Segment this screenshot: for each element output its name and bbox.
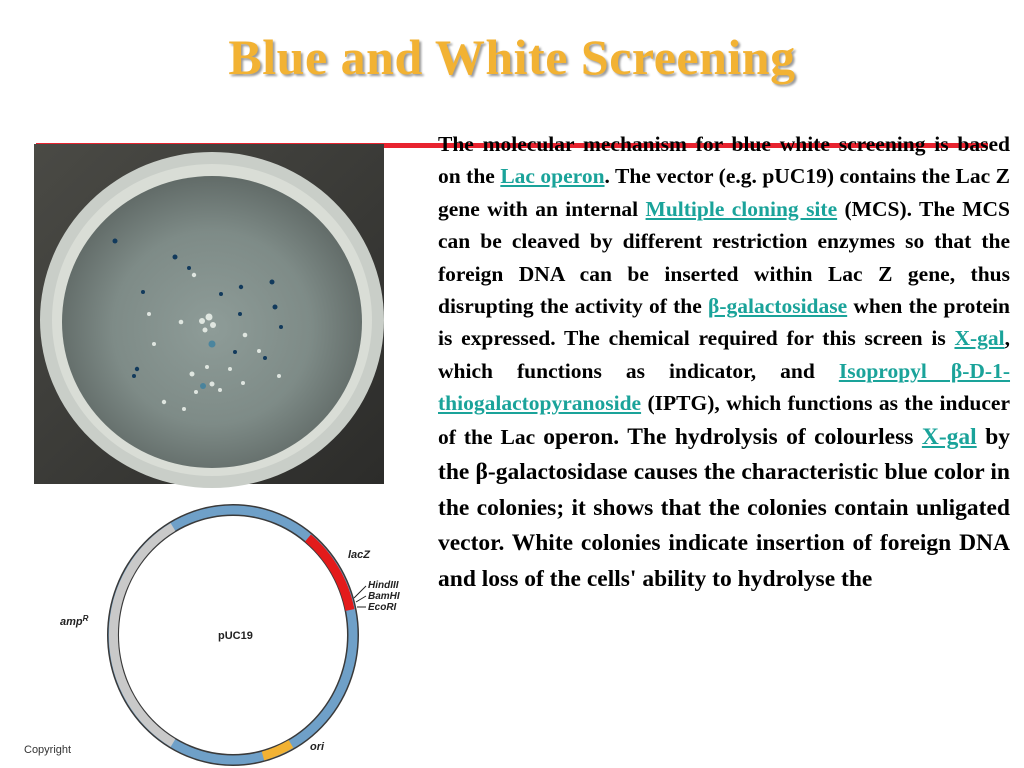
link-lac-operon[interactable]: Lac operon xyxy=(500,164,605,189)
petri-dish-image xyxy=(34,144,384,484)
ampr-label: amp$^R$ xyxy=(60,613,89,628)
text-segment: . The vector (e.g. pUC19) contains the Lac Z gene with an internal xyxy=(438,164,1010,221)
ampr-segment xyxy=(113,527,173,743)
text-segment: when the protein is expressed. The chemical required for this screen is xyxy=(438,294,1011,351)
hindiii-label: HindIII xyxy=(368,580,399,591)
slide-title: Blue and White Screening xyxy=(228,29,796,85)
ecori-label: EcoRI xyxy=(368,602,397,613)
text-segment: (IPTG), which functions as the inducer of the Lac xyxy=(438,391,1010,449)
copyright-notice: Copyright xyxy=(24,744,72,756)
text-segment: The molecular mechanism for blue white screening is based on the xyxy=(438,132,1010,189)
link-iptg[interactable]: Isopropyl β-D-1-thiogalactopyranoside xyxy=(438,358,1011,416)
agar-surface xyxy=(62,176,362,468)
plasmid-diagram xyxy=(58,500,418,762)
lacz-label: lacZ xyxy=(348,549,371,561)
text-segment: (MCS). The MCS can be cleaved by different restriction enzymes so that the foreign DNA can be inserted within Lac Z gene, thus disrupting the activity of the xyxy=(438,196,1010,319)
link-x-gal[interactable]: X-gal xyxy=(954,326,1005,351)
plasmid-name: pUC19 xyxy=(218,630,253,642)
petri-dish-photo xyxy=(34,144,384,484)
text-segment: , which functions as indicator, and xyxy=(438,326,1010,383)
text-segment: operon. The hydrolysis of colourless xyxy=(543,423,922,450)
link-beta-galactosidase[interactable]: β-galactosidase xyxy=(708,294,848,319)
link-multiple-cloning-site[interactable]: Multiple cloning site xyxy=(645,196,838,221)
body-text xyxy=(438,128,1010,597)
link-x-gal-2[interactable]: X-gal xyxy=(921,423,977,450)
bamhi-label: BamHI xyxy=(368,591,400,602)
puc19-plasmid-map xyxy=(58,500,418,762)
text-segment: by the β-galactosidase causes the characteristic blue color in the colonies; it shows that the colonies contain unligated vector. White colonies indicate insertion of foreign DNA and loss of the cells' ability to hydrolyse the xyxy=(438,423,1011,592)
ori-label: ori xyxy=(310,741,325,753)
restriction-site-leaders xyxy=(354,586,366,607)
